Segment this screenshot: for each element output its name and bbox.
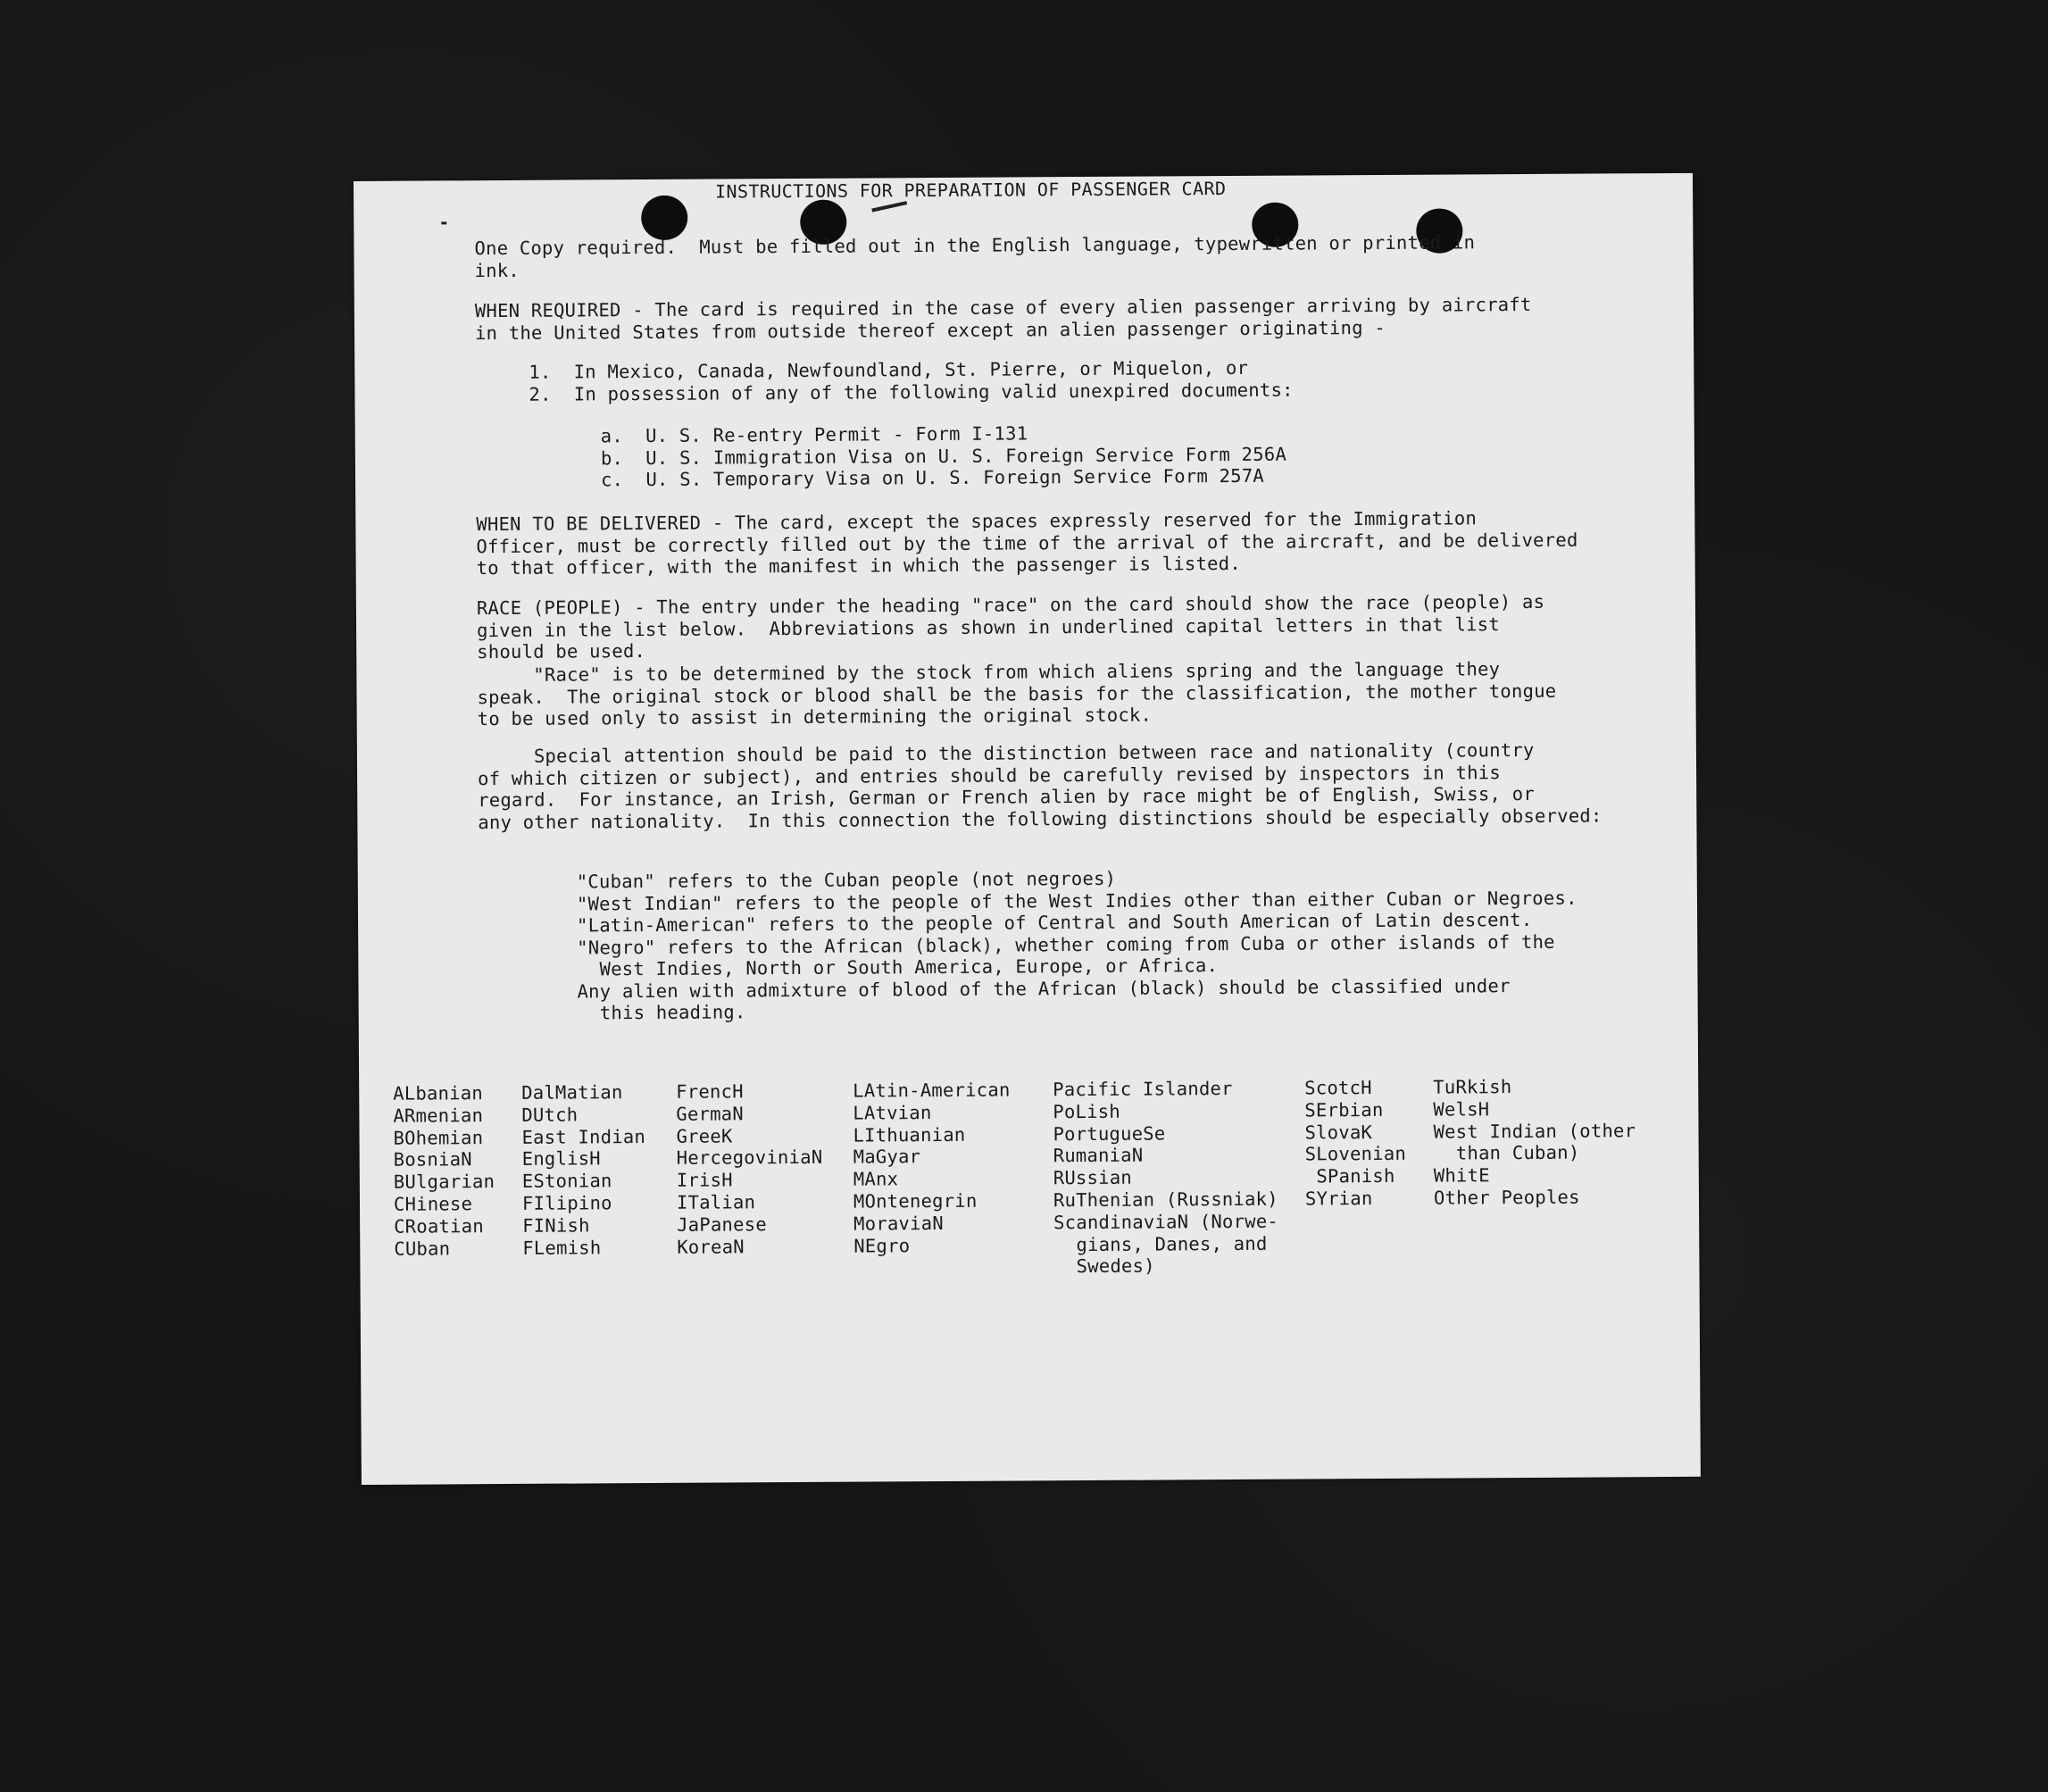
text-line: WHEN TO BE DELIVERED - The card, except the spaces expressly reserved for the Immigration (476, 507, 1478, 536)
race-entry: GreeK (676, 1125, 733, 1147)
race-entry: BosniaN (393, 1148, 472, 1171)
race-paragraph (477, 591, 1545, 663)
list-item: c. U. S. Temporary Visa on U. S. Foreign Service Form 257A (600, 464, 1265, 491)
text-line: "Negro" refers to the African (black), whether coming from Cuba or other islands of the (577, 930, 1555, 958)
race-entry: BOhemian (393, 1126, 484, 1149)
race-entry: FLemish (522, 1236, 602, 1259)
race-entry: HercegoviniaN (676, 1146, 823, 1170)
race-entry: TuRkish (1433, 1076, 1512, 1098)
text-line: "Latin-American" refers to the people of Central and South American of Latin descent. (577, 908, 1533, 937)
text-line: "Race" is to be determined by the stock from which aliens spring and the language they (477, 658, 1501, 687)
special-attention-paragraph (478, 738, 1603, 833)
race-entry: ScandinaviaN (Norwe- (1053, 1210, 1279, 1234)
race-entry: RUssian (1053, 1166, 1133, 1189)
punch-hole (641, 196, 687, 240)
race-entry: than Cuban) (1433, 1142, 1580, 1165)
text-line: given in the list below. Abbreviations as shown in underlined capital letters in that list (476, 613, 1501, 641)
race-entry: SErbian (1304, 1098, 1384, 1121)
race-entry: PortugueSe (1053, 1122, 1166, 1145)
when-required-paragraph (475, 294, 1532, 344)
when-delivered-paragraph (476, 507, 1578, 579)
race-column-4 (853, 1079, 1012, 1257)
text-line: of which citizen or subject), and entries should be carefully revised by inspectors in this (478, 761, 1502, 789)
race-entry: gians, Danes, and (1053, 1232, 1268, 1255)
text-line: Any alien with admixture of blood of the African (black) should be classified under (577, 974, 1511, 1002)
copy-requirement (474, 231, 1475, 281)
race-entry: ARmenian (393, 1104, 484, 1127)
scan-mark (441, 221, 446, 224)
text-line: should be used. (477, 640, 646, 663)
text-line: One Copy required. Must be filled out in the English language, typewritten or printed in (474, 231, 1476, 260)
race-entry: RumaniaN (1053, 1145, 1144, 1167)
text-line: any other nationality. In this connection the following distinctions should be especially observed: (478, 804, 1603, 833)
list-item: b. U. S. Immigration Visa on U. S. Foreign Service Form 256A (600, 443, 1287, 469)
race-entry: Swedes) (1053, 1254, 1155, 1278)
text-line: to be used only to assist in determining the original stock. (477, 704, 1153, 730)
race-entry: CRoatian (394, 1214, 484, 1238)
race-entry: JaPanese (677, 1213, 767, 1236)
race-entry: FINish (522, 1214, 590, 1237)
race-entry: MAnx (853, 1168, 899, 1190)
race-column-5 (1053, 1078, 1278, 1279)
race-entry: DalMatian (521, 1081, 623, 1104)
text-line: speak. The original stock or blood shall be the basis for the classification, the mother tongue (477, 679, 1557, 708)
race-entry: ScotcH (1304, 1077, 1372, 1099)
race-column-1 (393, 1082, 495, 1260)
race-entry: EnglisH (521, 1147, 601, 1171)
text-line: WHEN REQUIRED - The card is required in the case of every alien passenger arriving by aircraft (474, 293, 1532, 322)
document-page (354, 173, 1701, 1485)
scan-mark (871, 201, 907, 212)
text-line: "West Indian" refers to the people of the West Indies other than either Cuban or Negroes. (576, 887, 1578, 914)
text-line: in the United States from outside thereof except an alien passenger originating - (474, 316, 1386, 344)
race-entry: RuThenian (Russniak) (1053, 1188, 1278, 1212)
text-line: this heading. (577, 1001, 746, 1024)
text-line: to that officer, with the manifest in which the passenger is listed. (476, 552, 1241, 579)
race-entry: LIthuanian (853, 1123, 966, 1146)
text-line: regard. For instance, an Irish, German or French alien by race might be of English, Swiss, or (478, 782, 1535, 812)
distinctions-list (577, 865, 1578, 1024)
text-line: West Indies, North or South America, Europe, or Africa. (577, 954, 1219, 980)
race-column-3 (676, 1080, 823, 1258)
race-entry: MaGyar (853, 1146, 921, 1168)
race-entry: East Indian (521, 1125, 646, 1148)
race-entry: KoreaN (677, 1235, 745, 1258)
race-entry: MoraviaN (853, 1212, 944, 1235)
race-column-7 (1433, 1075, 1636, 1209)
race-entry: West Indian (other (1433, 1119, 1636, 1143)
race-entry: MOntenegrin (853, 1189, 978, 1213)
race-entry: IrisH (676, 1169, 733, 1191)
race-entry: SPanish (1304, 1165, 1395, 1188)
list-item: 2. In possession of any of the following valid unexpired documents: (529, 379, 1294, 405)
race-entry: SlovaK (1304, 1121, 1373, 1144)
race-entry: ITalian (676, 1191, 756, 1213)
race-column-6 (1304, 1077, 1406, 1210)
race-entry: LAtin-American (853, 1079, 1011, 1102)
race-entry: ALbanian (393, 1082, 484, 1104)
race-entry: CUban (394, 1237, 451, 1260)
text-line: Officer, must be correctly filled out by the time of the arrival of the aircraft, and be delivered (476, 529, 1578, 557)
text-line: "Cuban" refers to the Cuban people (not negroes) (576, 867, 1117, 893)
race-entry: SLovenian (1304, 1143, 1407, 1165)
race-entry: CHinese (393, 1193, 473, 1215)
race-entry: FIlipino (521, 1192, 612, 1214)
text-line: Special attention should be paid to the distinction between race and nationality (country (477, 738, 1535, 768)
list-item: a. U. S. Re-entry Permit - Form I-131 (600, 422, 1028, 447)
race-determination-paragraph (477, 658, 1556, 730)
race-entry: Other Peoples (1433, 1186, 1580, 1209)
race-entry: DUtch (521, 1104, 579, 1126)
page-title: INSTRUCTIONS FOR PREPARATION OF PASSENGER CARD (715, 178, 1227, 203)
list-item: 1. In Mexico, Canada, Newfoundland, St. Pierre, or Miquelon, or (529, 356, 1249, 383)
race-entry: WhitE (1433, 1164, 1490, 1187)
text-line: RACE (PEOPLE) - The entry under the heading "race" on the card should show the race (people) as (476, 590, 1545, 620)
race-entry: WelsH (1433, 1098, 1490, 1121)
text-line: ink. (474, 259, 520, 281)
race-entry: EStonian (521, 1170, 612, 1193)
documents-list (601, 421, 1287, 491)
numbered-list (529, 357, 1294, 405)
race-entry: SYrian (1304, 1188, 1373, 1210)
race-entry: LAtvian (853, 1101, 932, 1124)
race-entry: BUlgarian (393, 1171, 495, 1193)
race-entry: FrencH (676, 1080, 744, 1103)
race-entry: GermaN (676, 1103, 745, 1125)
race-entry: PoLish (1053, 1100, 1121, 1123)
race-entry: NEgro (853, 1234, 911, 1257)
race-entry: Pacific Islander (1053, 1078, 1233, 1101)
race-column-2 (521, 1081, 646, 1259)
